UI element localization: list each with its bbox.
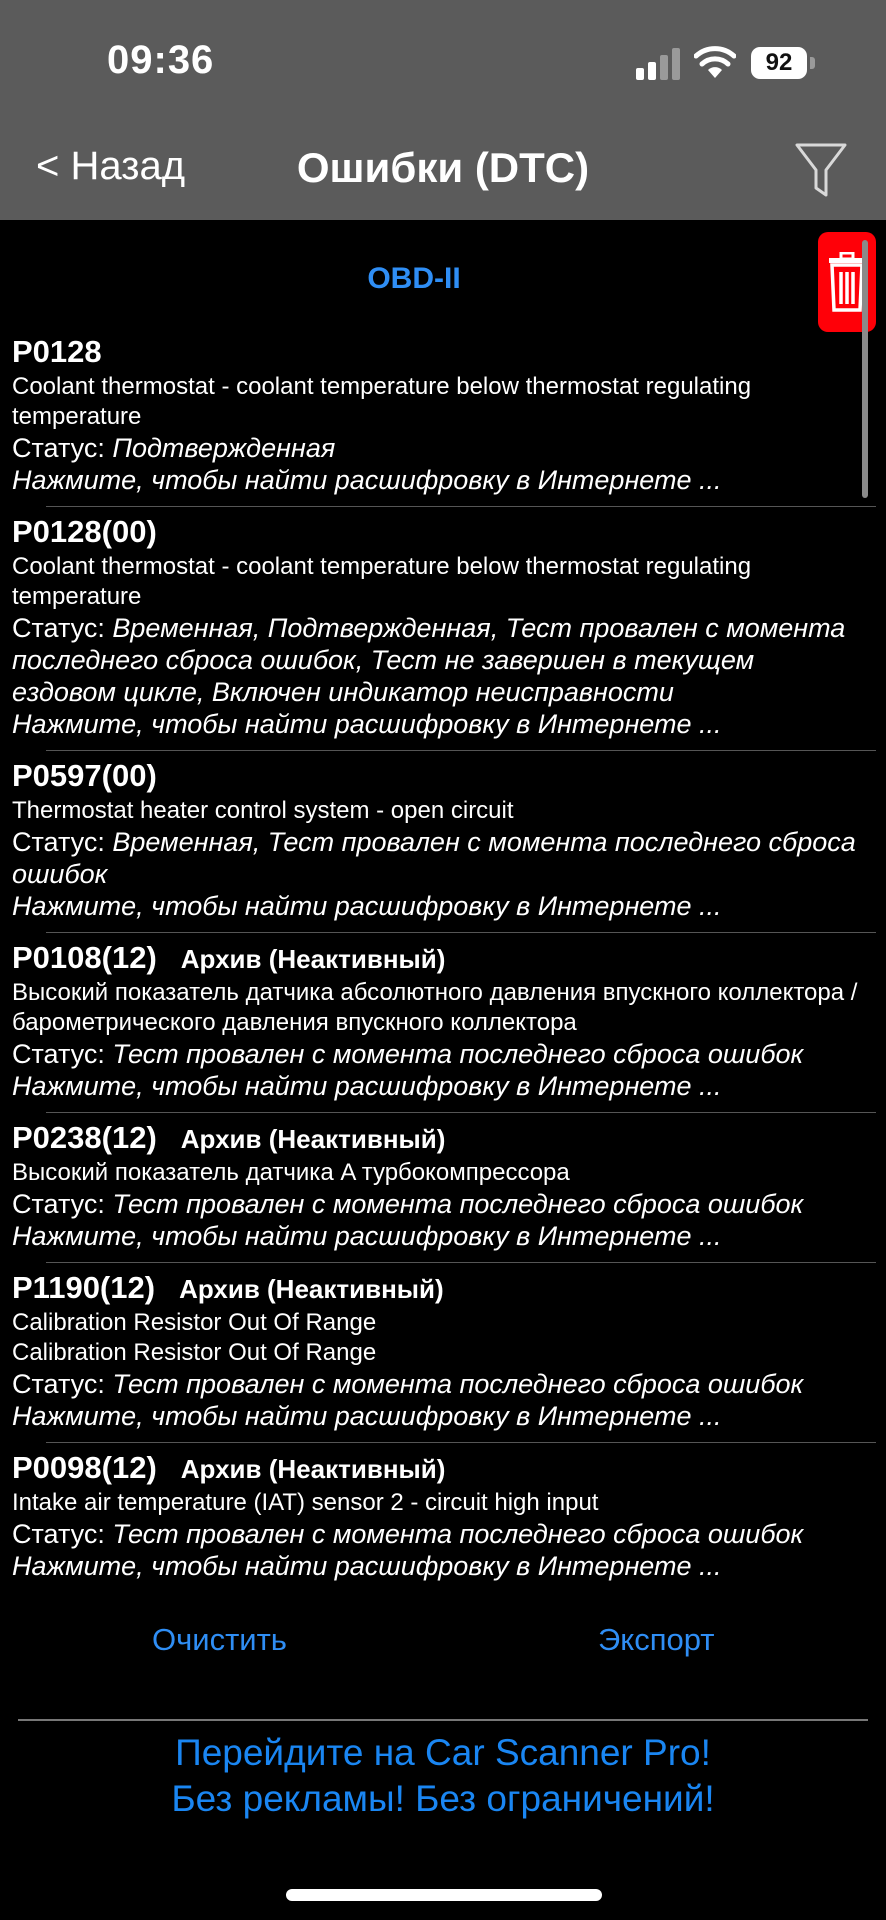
back-button[interactable]: < Назад <box>36 144 186 188</box>
dtc-code: P1190(12) <box>12 1270 156 1305</box>
dtc-search-link[interactable]: Нажмите, чтобы найти расшифровку в Интернете ... <box>12 1221 722 1251</box>
filter-icon[interactable] <box>793 140 849 200</box>
action-bar <box>0 1622 886 1672</box>
dtc-code-row <box>12 1448 864 1488</box>
dtc-status-label: Статус: <box>12 1189 105 1219</box>
dtc-status <box>12 1038 864 1070</box>
dtc-search-link[interactable]: Нажмите, чтобы найти расшифровку в Интернете ... <box>12 465 722 495</box>
dtc-code: P0597(00) <box>12 758 157 793</box>
dtc-search-link[interactable]: Нажмите, чтобы найти расшифровку в Интернете ... <box>12 1071 722 1101</box>
dtc-archive-badge: Архив (Неактивный) <box>180 944 446 974</box>
dtc-status-label: Статус: <box>12 827 105 857</box>
dtc-archive-badge: Архив (Неактивный) <box>179 1274 444 1304</box>
dtc-search-link[interactable]: Нажмите, чтобы найти расшифровку в Интернете ... <box>12 709 722 739</box>
dtc-item[interactable] <box>0 330 876 502</box>
dtc-list <box>0 330 876 1596</box>
dtc-status-label: Статус: <box>12 1369 105 1399</box>
dtc-code: P0128(00) <box>12 514 157 549</box>
clear-button[interactable]: Очистить <box>152 1622 287 1657</box>
page-title: Ошибки (DTC) <box>296 144 590 191</box>
dtc-status <box>12 432 864 464</box>
dtc-item[interactable] <box>0 510 876 746</box>
dtc-status-value: Тест провален с момента последнего сброса ошибок <box>112 1369 804 1399</box>
dtc-item[interactable] <box>0 1116 876 1258</box>
dtc-code-row <box>12 938 864 978</box>
wifi-icon <box>694 42 736 82</box>
dtc-description: Calibration Resistor Out Of Range <box>12 1339 377 1366</box>
dtc-status-value: Тест провален с момента последнего сброса ошибок <box>112 1189 804 1219</box>
navigation-header <box>0 0 886 220</box>
dtc-description: Thermostat heater control system - open circuit <box>12 797 514 824</box>
dtc-description: Intake air temperature (IAT) sensor 2 - circuit high input <box>12 1489 599 1516</box>
section-title: OBD-II <box>367 262 461 295</box>
upgrade-promo[interactable] <box>0 1730 886 1822</box>
dtc-status-label: Статус: <box>12 613 105 643</box>
dtc-status-value: Тест провален с момента последнего сброса ошибок <box>112 1519 804 1549</box>
dtc-item[interactable] <box>0 1266 876 1438</box>
export-button[interactable]: Экспорт <box>598 1622 715 1657</box>
dtc-code-row <box>12 756 864 796</box>
dtc-status <box>12 1518 864 1550</box>
cellular-signal-icon <box>636 46 680 80</box>
battery-icon: 92 <box>751 47 807 79</box>
dtc-code: P0098(12) <box>12 1450 157 1485</box>
battery-tip-icon <box>810 57 815 69</box>
dtc-description: Calibration Resistor Out Of Range <box>12 1309 377 1336</box>
dtc-code-row <box>12 512 864 552</box>
dtc-description: Высокий показатель датчика A турбокомпрессора <box>12 1159 570 1186</box>
dtc-status <box>12 826 864 890</box>
dtc-description: Coolant thermostat - coolant temperature below thermostat regulating temperature <box>12 373 752 430</box>
promo-line-2[interactable]: Без рекламы! Без ограничений! <box>171 1778 715 1819</box>
dtc-item[interactable] <box>0 754 876 928</box>
dtc-item[interactable] <box>0 936 876 1108</box>
dtc-status-label: Статус: <box>12 433 105 463</box>
dtc-code-row <box>12 1118 864 1158</box>
home-indicator[interactable] <box>286 1889 602 1901</box>
dtc-description: Высокий показатель датчика абсолютного давления впускного коллектора / барометрического давления впускного коллектора <box>12 979 858 1036</box>
dtc-status-value: Тест провален с момента последнего сброса ошибок <box>112 1039 804 1069</box>
dtc-status <box>12 1368 864 1400</box>
dtc-status-label: Статус: <box>12 1519 105 1549</box>
dtc-status-value: Временная, Подтвержденная, Тест провален с момента последнего сброса ошибок, Тест не завершен в текущем ездовом цикле, Включен индикатор неисправности <box>12 613 846 707</box>
dtc-status-value: Подтвержденная <box>112 433 336 463</box>
dtc-code: P0108(12) <box>12 940 157 975</box>
dtc-item[interactable] <box>0 1446 876 1588</box>
dtc-search-link[interactable]: Нажмите, чтобы найти расшифровку в Интернете ... <box>12 891 722 921</box>
promo-line-1[interactable]: Перейдите на Car Scanner Pro! <box>175 1732 711 1773</box>
dtc-status <box>12 1188 864 1220</box>
trash-icon <box>827 252 867 312</box>
status-time: 09:36 <box>107 38 215 82</box>
dtc-code: P0128 <box>12 334 102 369</box>
dtc-archive-badge: Архив (Неактивный) <box>180 1124 446 1154</box>
divider <box>18 1719 868 1721</box>
dtc-status-label: Статус: <box>12 1039 105 1069</box>
dtc-code: P0238(12) <box>12 1120 157 1155</box>
dtc-search-link[interactable]: Нажмите, чтобы найти расшифровку в Интернете ... <box>12 1551 722 1581</box>
dtc-archive-badge: Архив (Неактивный) <box>180 1454 446 1484</box>
dtc-status <box>12 612 864 708</box>
dtc-code-row <box>12 332 864 372</box>
dtc-code-row <box>12 1268 864 1308</box>
dtc-description: Coolant thermostat - coolant temperature below thermostat regulating temperature <box>12 553 752 610</box>
dtc-status-value: Временная, Тест провален с момента последнего сброса ошибок <box>12 827 856 889</box>
dtc-search-link[interactable]: Нажмите, чтобы найти расшифровку в Интернете ... <box>12 1401 722 1431</box>
